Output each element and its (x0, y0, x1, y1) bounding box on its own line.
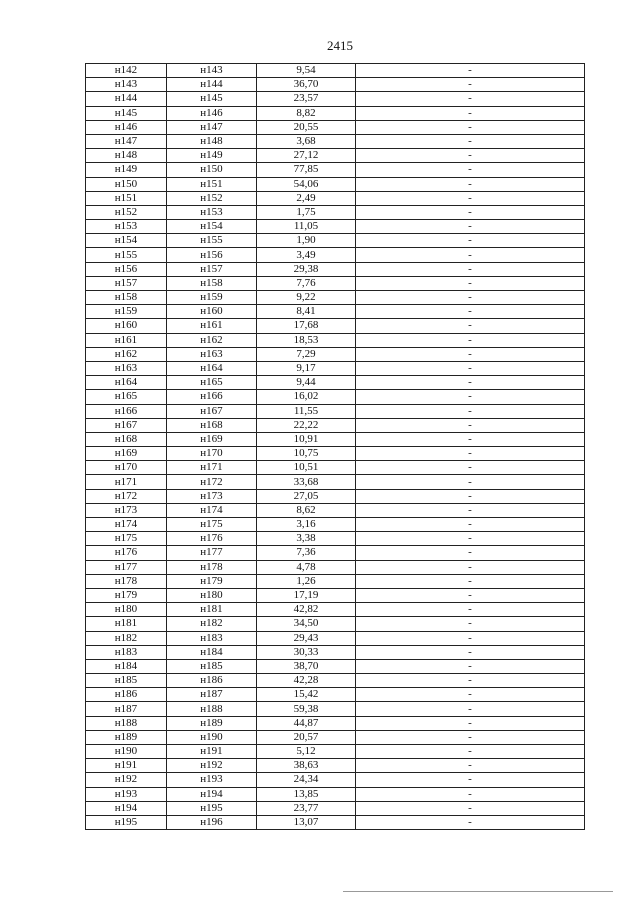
from-point-cell: н179 (86, 588, 167, 602)
to-point-cell: н161 (167, 319, 257, 333)
from-point-cell: н150 (86, 177, 167, 191)
table-row (86, 347, 585, 361)
table-row (86, 64, 585, 78)
to-point-cell: н146 (167, 106, 257, 120)
to-point-cell: н185 (167, 659, 257, 673)
note-cell: - (356, 645, 585, 659)
table-row (86, 560, 585, 574)
to-point-cell: н176 (167, 532, 257, 546)
length-cell: 8,62 (257, 503, 356, 517)
from-point-cell: н185 (86, 674, 167, 688)
length-cell: 30,33 (257, 645, 356, 659)
note-cell: - (356, 163, 585, 177)
table-row (86, 234, 585, 248)
length-cell: 3,38 (257, 532, 356, 546)
from-point-cell: н188 (86, 716, 167, 730)
note-cell: - (356, 702, 585, 716)
to-point-cell: н195 (167, 801, 257, 815)
note-cell: - (356, 333, 585, 347)
length-cell: 2,49 (257, 191, 356, 205)
to-point-cell: н167 (167, 404, 257, 418)
from-point-cell: н181 (86, 617, 167, 631)
to-point-cell: н191 (167, 745, 257, 759)
length-cell: 36,70 (257, 78, 356, 92)
from-point-cell: н172 (86, 489, 167, 503)
to-point-cell: н194 (167, 787, 257, 801)
from-point-cell: н178 (86, 574, 167, 588)
table-row (86, 532, 585, 546)
from-point-cell: н166 (86, 404, 167, 418)
to-point-cell: н192 (167, 759, 257, 773)
table-row (86, 745, 585, 759)
table-row (86, 518, 585, 532)
length-cell: 7,36 (257, 546, 356, 560)
from-point-cell: н143 (86, 78, 167, 92)
length-cell: 59,38 (257, 702, 356, 716)
to-point-cell: н144 (167, 78, 257, 92)
note-cell: - (356, 503, 585, 517)
table-row (86, 78, 585, 92)
from-point-cell: н145 (86, 106, 167, 120)
note-cell: - (356, 305, 585, 319)
note-cell: - (356, 106, 585, 120)
from-point-cell: н183 (86, 645, 167, 659)
length-cell: 1,75 (257, 205, 356, 219)
table-row (86, 617, 585, 631)
table-row (86, 631, 585, 645)
to-point-cell: н152 (167, 191, 257, 205)
table-row (86, 205, 585, 219)
from-point-cell: н168 (86, 432, 167, 446)
table-row (86, 546, 585, 560)
length-cell: 3,68 (257, 134, 356, 148)
from-point-cell: н148 (86, 149, 167, 163)
from-point-cell: н159 (86, 305, 167, 319)
table-row (86, 574, 585, 588)
length-cell: 42,82 (257, 603, 356, 617)
table-row (86, 262, 585, 276)
note-cell: - (356, 276, 585, 290)
to-point-cell: н157 (167, 262, 257, 276)
table-row (86, 276, 585, 290)
to-point-cell: н163 (167, 347, 257, 361)
from-point-cell: н165 (86, 390, 167, 404)
from-point-cell: н158 (86, 291, 167, 305)
from-point-cell: н153 (86, 220, 167, 234)
to-point-cell: н182 (167, 617, 257, 631)
from-point-cell: н151 (86, 191, 167, 205)
to-point-cell: н193 (167, 773, 257, 787)
note-cell: - (356, 659, 585, 673)
from-point-cell: н164 (86, 376, 167, 390)
to-point-cell: н174 (167, 503, 257, 517)
table-row (86, 659, 585, 673)
note-cell: - (356, 390, 585, 404)
table-row (86, 603, 585, 617)
table-row (86, 333, 585, 347)
length-cell: 1,26 (257, 574, 356, 588)
bottom-rule (343, 891, 613, 892)
note-cell: - (356, 220, 585, 234)
table-row (86, 120, 585, 134)
length-cell: 5,12 (257, 745, 356, 759)
length-cell: 1,90 (257, 234, 356, 248)
note-cell: - (356, 773, 585, 787)
note-cell: - (356, 631, 585, 645)
from-point-cell: н167 (86, 418, 167, 432)
length-cell: 29,38 (257, 262, 356, 276)
table-row (86, 404, 585, 418)
from-point-cell: н163 (86, 361, 167, 375)
to-point-cell: н147 (167, 120, 257, 134)
length-cell: 33,68 (257, 475, 356, 489)
table-row (86, 730, 585, 744)
length-cell: 27,12 (257, 149, 356, 163)
to-point-cell: н184 (167, 645, 257, 659)
from-point-cell: н171 (86, 475, 167, 489)
from-point-cell: н160 (86, 319, 167, 333)
table-row (86, 291, 585, 305)
table-row (86, 191, 585, 205)
to-point-cell: н177 (167, 546, 257, 560)
from-point-cell: н161 (86, 333, 167, 347)
to-point-cell: н162 (167, 333, 257, 347)
from-point-cell: н192 (86, 773, 167, 787)
to-point-cell: н158 (167, 276, 257, 290)
note-cell: - (356, 801, 585, 815)
note-cell: - (356, 745, 585, 759)
table-row (86, 220, 585, 234)
note-cell: - (356, 205, 585, 219)
length-cell: 29,43 (257, 631, 356, 645)
length-cell: 24,34 (257, 773, 356, 787)
to-point-cell: н189 (167, 716, 257, 730)
table-row (86, 588, 585, 602)
length-cell: 13,85 (257, 787, 356, 801)
table-row (86, 489, 585, 503)
table-row (86, 773, 585, 787)
note-cell: - (356, 588, 585, 602)
to-point-cell: н172 (167, 475, 257, 489)
note-cell: - (356, 177, 585, 191)
note-cell: - (356, 432, 585, 446)
table-row (86, 163, 585, 177)
table-row (86, 461, 585, 475)
note-cell: - (356, 787, 585, 801)
from-point-cell: н147 (86, 134, 167, 148)
to-point-cell: н150 (167, 163, 257, 177)
to-point-cell: н155 (167, 234, 257, 248)
length-cell: 11,55 (257, 404, 356, 418)
length-cell: 23,77 (257, 801, 356, 815)
length-cell: 8,41 (257, 305, 356, 319)
from-point-cell: н193 (86, 787, 167, 801)
length-cell: 18,53 (257, 333, 356, 347)
to-point-cell: н159 (167, 291, 257, 305)
note-cell: - (356, 134, 585, 148)
to-point-cell: н175 (167, 518, 257, 532)
from-point-cell: н155 (86, 248, 167, 262)
length-cell: 10,91 (257, 432, 356, 446)
length-cell: 77,85 (257, 163, 356, 177)
length-cell: 27,05 (257, 489, 356, 503)
note-cell: - (356, 447, 585, 461)
to-point-cell: н188 (167, 702, 257, 716)
page-number: 2415 (327, 38, 353, 53)
table-row (86, 248, 585, 262)
note-cell: - (356, 262, 585, 276)
note-cell: - (356, 149, 585, 163)
length-cell: 22,22 (257, 418, 356, 432)
table-row (86, 376, 585, 390)
note-cell: - (356, 347, 585, 361)
to-point-cell: н170 (167, 447, 257, 461)
note-cell: - (356, 64, 585, 78)
table-row (86, 134, 585, 148)
from-point-cell: н194 (86, 801, 167, 815)
length-cell: 9,54 (257, 64, 356, 78)
to-point-cell: н187 (167, 688, 257, 702)
to-point-cell: н149 (167, 149, 257, 163)
from-point-cell: н162 (86, 347, 167, 361)
to-point-cell: н154 (167, 220, 257, 234)
table-row (86, 361, 585, 375)
to-point-cell: н196 (167, 815, 257, 829)
note-cell: - (356, 617, 585, 631)
note-cell: - (356, 404, 585, 418)
from-point-cell: н156 (86, 262, 167, 276)
to-point-cell: н160 (167, 305, 257, 319)
note-cell: - (356, 234, 585, 248)
table-row (86, 787, 585, 801)
to-point-cell: н171 (167, 461, 257, 475)
note-cell: - (356, 730, 585, 744)
table-row (86, 432, 585, 446)
length-cell: 3,16 (257, 518, 356, 532)
from-point-cell: н146 (86, 120, 167, 134)
from-point-cell: н175 (86, 532, 167, 546)
from-point-cell: н176 (86, 546, 167, 560)
table-row (86, 645, 585, 659)
length-cell: 10,75 (257, 447, 356, 461)
table-row (86, 319, 585, 333)
from-point-cell: н169 (86, 447, 167, 461)
length-cell: 3,49 (257, 248, 356, 262)
note-cell: - (356, 759, 585, 773)
to-point-cell: н168 (167, 418, 257, 432)
from-point-cell: н177 (86, 560, 167, 574)
note-cell: - (356, 532, 585, 546)
to-point-cell: н151 (167, 177, 257, 191)
table-body (86, 64, 585, 830)
note-cell: - (356, 603, 585, 617)
from-point-cell: н186 (86, 688, 167, 702)
table-row (86, 716, 585, 730)
note-cell: - (356, 489, 585, 503)
note-cell: - (356, 475, 585, 489)
length-cell: 9,17 (257, 361, 356, 375)
length-cell: 8,82 (257, 106, 356, 120)
length-cell: 17,68 (257, 319, 356, 333)
note-cell: - (356, 574, 585, 588)
note-cell: - (356, 191, 585, 205)
note-cell: - (356, 815, 585, 829)
to-point-cell: н180 (167, 588, 257, 602)
note-cell: - (356, 291, 585, 305)
length-cell: 7,29 (257, 347, 356, 361)
table-row (86, 475, 585, 489)
table-row (86, 702, 585, 716)
note-cell: - (356, 78, 585, 92)
length-cell: 34,50 (257, 617, 356, 631)
to-point-cell: н183 (167, 631, 257, 645)
table-row (86, 418, 585, 432)
length-cell: 42,28 (257, 674, 356, 688)
from-point-cell: н191 (86, 759, 167, 773)
to-point-cell: н145 (167, 92, 257, 106)
to-point-cell: н156 (167, 248, 257, 262)
length-cell: 44,87 (257, 716, 356, 730)
length-cell: 10,51 (257, 461, 356, 475)
note-cell: - (356, 716, 585, 730)
to-point-cell: н179 (167, 574, 257, 588)
table-row (86, 674, 585, 688)
table-row (86, 106, 585, 120)
from-point-cell: н157 (86, 276, 167, 290)
from-point-cell: н170 (86, 461, 167, 475)
from-point-cell: н182 (86, 631, 167, 645)
to-point-cell: н166 (167, 390, 257, 404)
table-row (86, 503, 585, 517)
length-cell: 20,57 (257, 730, 356, 744)
note-cell: - (356, 518, 585, 532)
from-point-cell: н149 (86, 163, 167, 177)
note-cell: - (356, 560, 585, 574)
note-cell: - (356, 461, 585, 475)
table-row (86, 815, 585, 829)
to-point-cell: н165 (167, 376, 257, 390)
note-cell: - (356, 92, 585, 106)
boundary-segments-table (85, 63, 585, 830)
to-point-cell: н178 (167, 560, 257, 574)
length-cell: 16,02 (257, 390, 356, 404)
note-cell: - (356, 376, 585, 390)
from-point-cell: н173 (86, 503, 167, 517)
to-point-cell: н153 (167, 205, 257, 219)
to-point-cell: н186 (167, 674, 257, 688)
note-cell: - (356, 248, 585, 262)
from-point-cell: н187 (86, 702, 167, 716)
length-cell: 9,44 (257, 376, 356, 390)
from-point-cell: н184 (86, 659, 167, 673)
length-cell: 54,06 (257, 177, 356, 191)
length-cell: 4,78 (257, 560, 356, 574)
note-cell: - (356, 674, 585, 688)
from-point-cell: н152 (86, 205, 167, 219)
from-point-cell: н154 (86, 234, 167, 248)
to-point-cell: н190 (167, 730, 257, 744)
table-row (86, 801, 585, 815)
note-cell: - (356, 546, 585, 560)
length-cell: 15,42 (257, 688, 356, 702)
note-cell: - (356, 688, 585, 702)
from-point-cell: н195 (86, 815, 167, 829)
from-point-cell: н174 (86, 518, 167, 532)
to-point-cell: н148 (167, 134, 257, 148)
table-row (86, 149, 585, 163)
note-cell: - (356, 361, 585, 375)
table-row (86, 305, 585, 319)
from-point-cell: н142 (86, 64, 167, 78)
to-point-cell: н173 (167, 489, 257, 503)
note-cell: - (356, 120, 585, 134)
length-cell: 20,55 (257, 120, 356, 134)
from-point-cell: н144 (86, 92, 167, 106)
table-row (86, 92, 585, 106)
from-point-cell: н190 (86, 745, 167, 759)
to-point-cell: н181 (167, 603, 257, 617)
to-point-cell: н169 (167, 432, 257, 446)
table-row (86, 447, 585, 461)
table-row (86, 177, 585, 191)
length-cell: 7,76 (257, 276, 356, 290)
from-point-cell: н180 (86, 603, 167, 617)
length-cell: 23,57 (257, 92, 356, 106)
from-point-cell: н189 (86, 730, 167, 744)
table-row (86, 390, 585, 404)
length-cell: 13,07 (257, 815, 356, 829)
length-cell: 11,05 (257, 220, 356, 234)
to-point-cell: н143 (167, 64, 257, 78)
note-cell: - (356, 418, 585, 432)
to-point-cell: н164 (167, 361, 257, 375)
length-cell: 9,22 (257, 291, 356, 305)
length-cell: 38,63 (257, 759, 356, 773)
length-cell: 38,70 (257, 659, 356, 673)
table-row (86, 759, 585, 773)
note-cell: - (356, 319, 585, 333)
table-row (86, 688, 585, 702)
length-cell: 17,19 (257, 588, 356, 602)
